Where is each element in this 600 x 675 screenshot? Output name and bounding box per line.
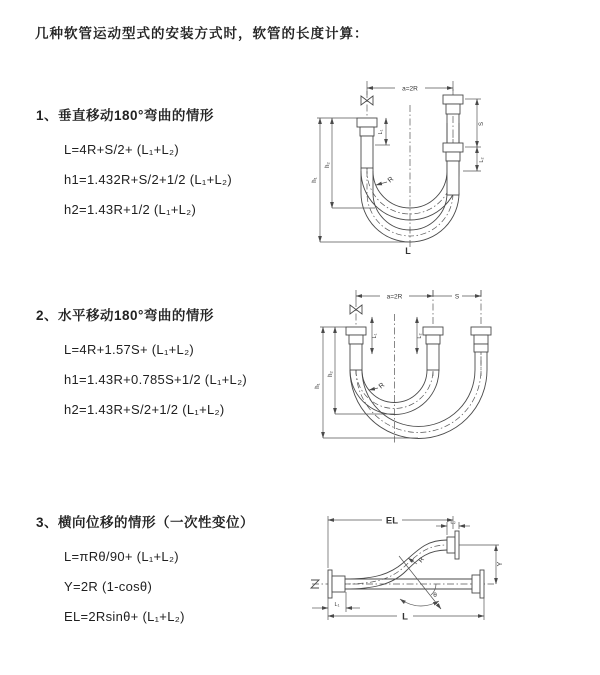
right-fitting-moved-position bbox=[471, 327, 491, 352]
diagram-vertical-180-bend bbox=[310, 75, 600, 261]
angle-construction bbox=[399, 556, 441, 609]
dim-label-l2: L₂ bbox=[450, 519, 456, 526]
dimension-labels bbox=[335, 516, 504, 623]
dimension-lines bbox=[312, 514, 499, 621]
section-lateral-displacement bbox=[36, 511, 254, 632]
centerlines bbox=[367, 89, 453, 249]
section-1-formulas bbox=[36, 135, 232, 225]
dim-label-y: Y bbox=[497, 561, 504, 567]
dim-label-stroke: S bbox=[454, 293, 460, 301]
dim-label-l2: L₂ bbox=[479, 157, 485, 163]
upper-flange-displaced bbox=[447, 531, 459, 559]
section-horizontal-movement bbox=[36, 304, 247, 425]
left-fitting bbox=[346, 327, 366, 370]
dim-label-theta: θ bbox=[433, 592, 437, 599]
diagram-lateral-displacement bbox=[298, 498, 600, 644]
formula-length: L=πRθ/90+ (L₁+L₂) bbox=[64, 549, 179, 564]
hose-assembly bbox=[350, 352, 487, 439]
dim-label-span: a=2R bbox=[402, 85, 418, 93]
dim-label-stroke: S bbox=[479, 121, 485, 127]
dim-label-span: a=2R bbox=[386, 293, 403, 301]
dim-label-length: L bbox=[405, 246, 411, 256]
section-2-formulas bbox=[36, 335, 247, 425]
formula-h1: h1=1.43R+0.785S+1/2 (L₁+L₂) bbox=[64, 372, 248, 387]
formula-h1: h1=1.432R+S/2+1/2 (L₁+L₂) bbox=[64, 172, 232, 187]
dim-label-radius: R bbox=[377, 381, 387, 391]
section-2-heading: 2、水平移动180°弯曲的情形 bbox=[36, 308, 214, 323]
dim-label-l2: L₂ bbox=[417, 333, 423, 339]
formula-h2: h2=1.43R+S/2+1/2 (L₁+L₂) bbox=[64, 402, 225, 417]
dim-label-h1: h₁ bbox=[315, 383, 321, 389]
formula-length: L=4R+S/2+ (L₁+L₂) bbox=[64, 142, 179, 157]
section-3-formulas bbox=[36, 542, 254, 632]
formula-el: EL=2Rsinθ+ (L₁+L₂) bbox=[64, 609, 185, 624]
dim-label-radius: R bbox=[417, 556, 426, 565]
dim-label-h2: h₂ bbox=[325, 162, 331, 168]
section-vertical-movement bbox=[36, 104, 232, 225]
formula-h2: h2=1.43R+1/2 (L₁+L₂) bbox=[64, 202, 197, 217]
left-fitting bbox=[357, 118, 377, 168]
middle-fitting-original-position bbox=[423, 327, 443, 370]
dim-label-h2: h₂ bbox=[328, 371, 334, 377]
dim-label-h1: h₁ bbox=[312, 177, 318, 183]
dim-label-l1: L₁ bbox=[372, 333, 378, 339]
diagram-horizontal-180-bend bbox=[310, 284, 600, 456]
right-flange bbox=[472, 570, 484, 598]
page-title: 几种软管运动型式的安装方式时，软管的长度计算： bbox=[35, 26, 369, 41]
section-3-heading: 3、横向位移的情形（一次性变位） bbox=[36, 515, 255, 530]
dim-label-l1: L₁ bbox=[334, 602, 340, 608]
formula-y: Y=2R (1-cosθ) bbox=[64, 579, 153, 594]
dim-label-radius: R bbox=[386, 175, 396, 185]
right-fitting-down-position bbox=[443, 143, 463, 195]
dim-label-length: L bbox=[402, 611, 408, 623]
formula-length: L=4R+1.57S+ (L₁+L₂) bbox=[64, 342, 195, 357]
section-1-heading: 1、垂直移动180°弯曲的情形 bbox=[36, 108, 214, 123]
left-flange bbox=[328, 570, 345, 598]
dimension-lines bbox=[320, 290, 481, 438]
centerlines bbox=[356, 290, 481, 444]
dim-label-l1: L₁ bbox=[378, 129, 384, 135]
dim-label-el: EL bbox=[385, 515, 399, 527]
